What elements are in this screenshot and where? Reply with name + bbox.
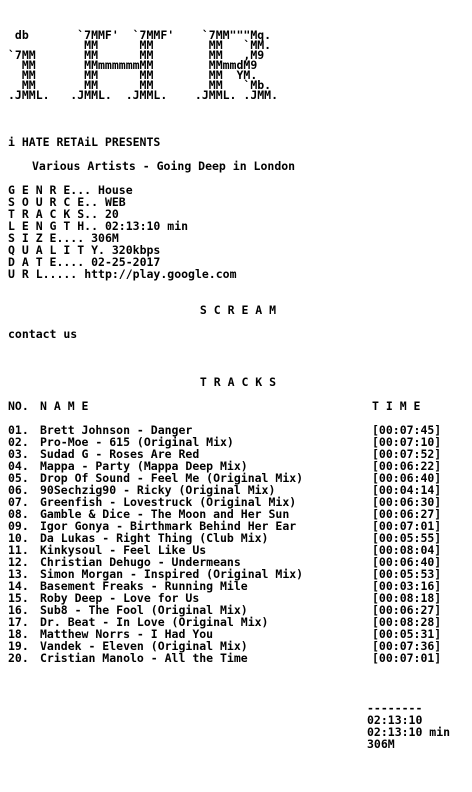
track-number: 08. — [8, 507, 29, 521]
track-time: [00:05:55] — [372, 531, 442, 545]
track-name: Roby Deep - Love for Us — [40, 591, 200, 605]
scream-heading: S C R E A M — [199, 303, 277, 317]
track-time: [00:06:27] — [372, 603, 442, 617]
track-number: 17. — [8, 615, 29, 629]
track-time: [00:06:40] — [372, 555, 442, 569]
contact-link[interactable]: contact us — [8, 327, 78, 341]
track-number: 18. — [8, 627, 29, 641]
track-number: 01. — [8, 423, 29, 437]
info-value: 02-25-2017 — [91, 255, 161, 269]
track-name: Mappa - Party (Mappa Deep Mix) — [40, 459, 248, 473]
info-label: Q U A L I T Y. — [8, 243, 105, 257]
track-time: [00:07:52] — [372, 447, 442, 461]
presents-line: i HATE RETAiL PRESENTS — [8, 135, 161, 149]
track-name: Basement Freaks - Running Mile — [40, 579, 248, 593]
info-label: S I Z E.... — [8, 231, 85, 245]
track-name: Brett Johnson - Danger — [40, 423, 193, 437]
column-name: N A M E — [40, 399, 89, 413]
track-time: [00:08:04] — [372, 543, 442, 557]
nfo-document — [8, 30, 468, 664]
track-row — [8, 652, 468, 664]
track-number: 03. — [8, 447, 29, 461]
track-time: [00:07:01] — [372, 519, 442, 533]
track-time: [00:08:28] — [372, 615, 442, 629]
track-number: 07. — [8, 495, 29, 509]
track-number: 04. — [8, 459, 29, 473]
summary-divider: -------- — [367, 701, 423, 715]
track-number: 15. — [8, 591, 29, 605]
track-time: [00:03:16] — [372, 579, 442, 593]
track-number: 16. — [8, 603, 29, 617]
track-number: 12. — [8, 555, 29, 569]
info-value: WEB — [104, 195, 126, 209]
track-number: 14. — [8, 579, 29, 593]
track-time: [00:06:30] — [372, 495, 442, 509]
summary-size: 306M — [367, 737, 395, 751]
track-name: Greenfish - Lovestruck (Original Mix) — [40, 495, 297, 509]
info-value: 306M — [91, 231, 119, 245]
summary-total: 02:13:10 — [367, 713, 423, 727]
track-name: Christian Dehugo - Undermeans — [40, 555, 241, 569]
info-value: House — [98, 183, 133, 197]
track-name: Sudad G - Roses Are Red — [40, 447, 200, 461]
info-block — [8, 184, 468, 280]
tracks-column-header — [8, 400, 468, 412]
info-label: D A T E.... — [8, 255, 85, 269]
track-name: Drop Of Sound - Feel Me (Original Mix) — [40, 471, 304, 485]
track-number: 11. — [8, 543, 29, 557]
track-name: Vandek - Eleven (Original Mix) — [40, 639, 248, 653]
track-time: [00:07:01] — [372, 651, 442, 665]
track-name: Dr. Beat - In Love (Original Mix) — [40, 615, 269, 629]
column-time: T I M E — [372, 399, 421, 413]
summary-block — [367, 702, 450, 750]
track-number: 06. — [8, 483, 29, 497]
track-time: [00:06:22] — [372, 459, 442, 473]
track-name: Cristian Manolo - All the Time — [40, 651, 248, 665]
track-time: [00:05:53] — [372, 567, 442, 581]
track-time: [00:07:10] — [372, 435, 442, 449]
track-time: [00:04:14] — [372, 483, 442, 497]
track-list — [8, 424, 468, 664]
track-number: 19. — [8, 639, 29, 653]
tracks-heading: T R A C K S — [199, 375, 277, 389]
track-number: 02. — [8, 435, 29, 449]
track-name: Sub8 - The Fool (Original Mix) — [40, 603, 248, 617]
track-time: [00:08:18] — [372, 591, 442, 605]
track-number: 10. — [8, 531, 29, 545]
ascii-logo: db `7MMF' `7MMF' `7MM"""Mq. MM MM MM `MM. `7MM MM MM MM ,M9 MM MMmmmmmmMM MMmmdM9 MM MM MM MM YM. MM MM MM MM `Mb. .JMML. .JMML. .JMML. .JMML. .JMM. — [8, 28, 279, 102]
summary-length: 02:13:10 min — [367, 725, 451, 739]
info-label: S O U R C E.. — [8, 195, 99, 209]
track-name: 90Sechzig90 - Ricky (Original Mix) — [40, 483, 276, 497]
track-number: 13. — [8, 567, 29, 581]
release-title: Various Artists - Going Deep in London — [32, 159, 296, 173]
track-time: [00:07:45] — [372, 423, 442, 437]
info-label: G E N R E... — [8, 183, 92, 197]
track-time: [00:06:27] — [372, 507, 442, 521]
track-number: 20. — [8, 651, 29, 665]
info-value: 20 — [104, 207, 119, 221]
info-value: 320kbps — [111, 243, 161, 257]
track-name: Kinkysoul - Feel Like Us — [40, 543, 207, 557]
column-num: NO. — [8, 399, 29, 413]
track-name: Matthew Norrs - I Had You — [40, 627, 214, 641]
track-name: Simon Morgan - Inspired (Original Mix) — [40, 567, 304, 581]
track-number: 05. — [8, 471, 29, 485]
track-time: [00:05:31] — [372, 627, 442, 641]
track-time: [00:06:40] — [372, 471, 442, 485]
track-name: Igor Gonya - Birthmark Behind Her Ear — [40, 519, 297, 533]
track-number: 09. — [8, 519, 29, 533]
track-name: Pro-Moe - 615 (Original Mix) — [40, 435, 234, 449]
track-time: [00:07:36] — [372, 639, 442, 653]
track-name: Da Lukas - Right Thing (Club Mix) — [40, 531, 269, 545]
info-value: 02:13:10 min — [104, 219, 189, 233]
info-label: U R L..... — [8, 267, 78, 281]
track-name: Gamble & Dice - The Moon and Her Sun — [40, 507, 290, 521]
info-value: http://play.google.com — [84, 267, 237, 281]
info-label: L E N G T H.. — [8, 219, 99, 233]
info-label: T R A C K S.. — [8, 207, 99, 221]
info-url — [8, 268, 468, 280]
